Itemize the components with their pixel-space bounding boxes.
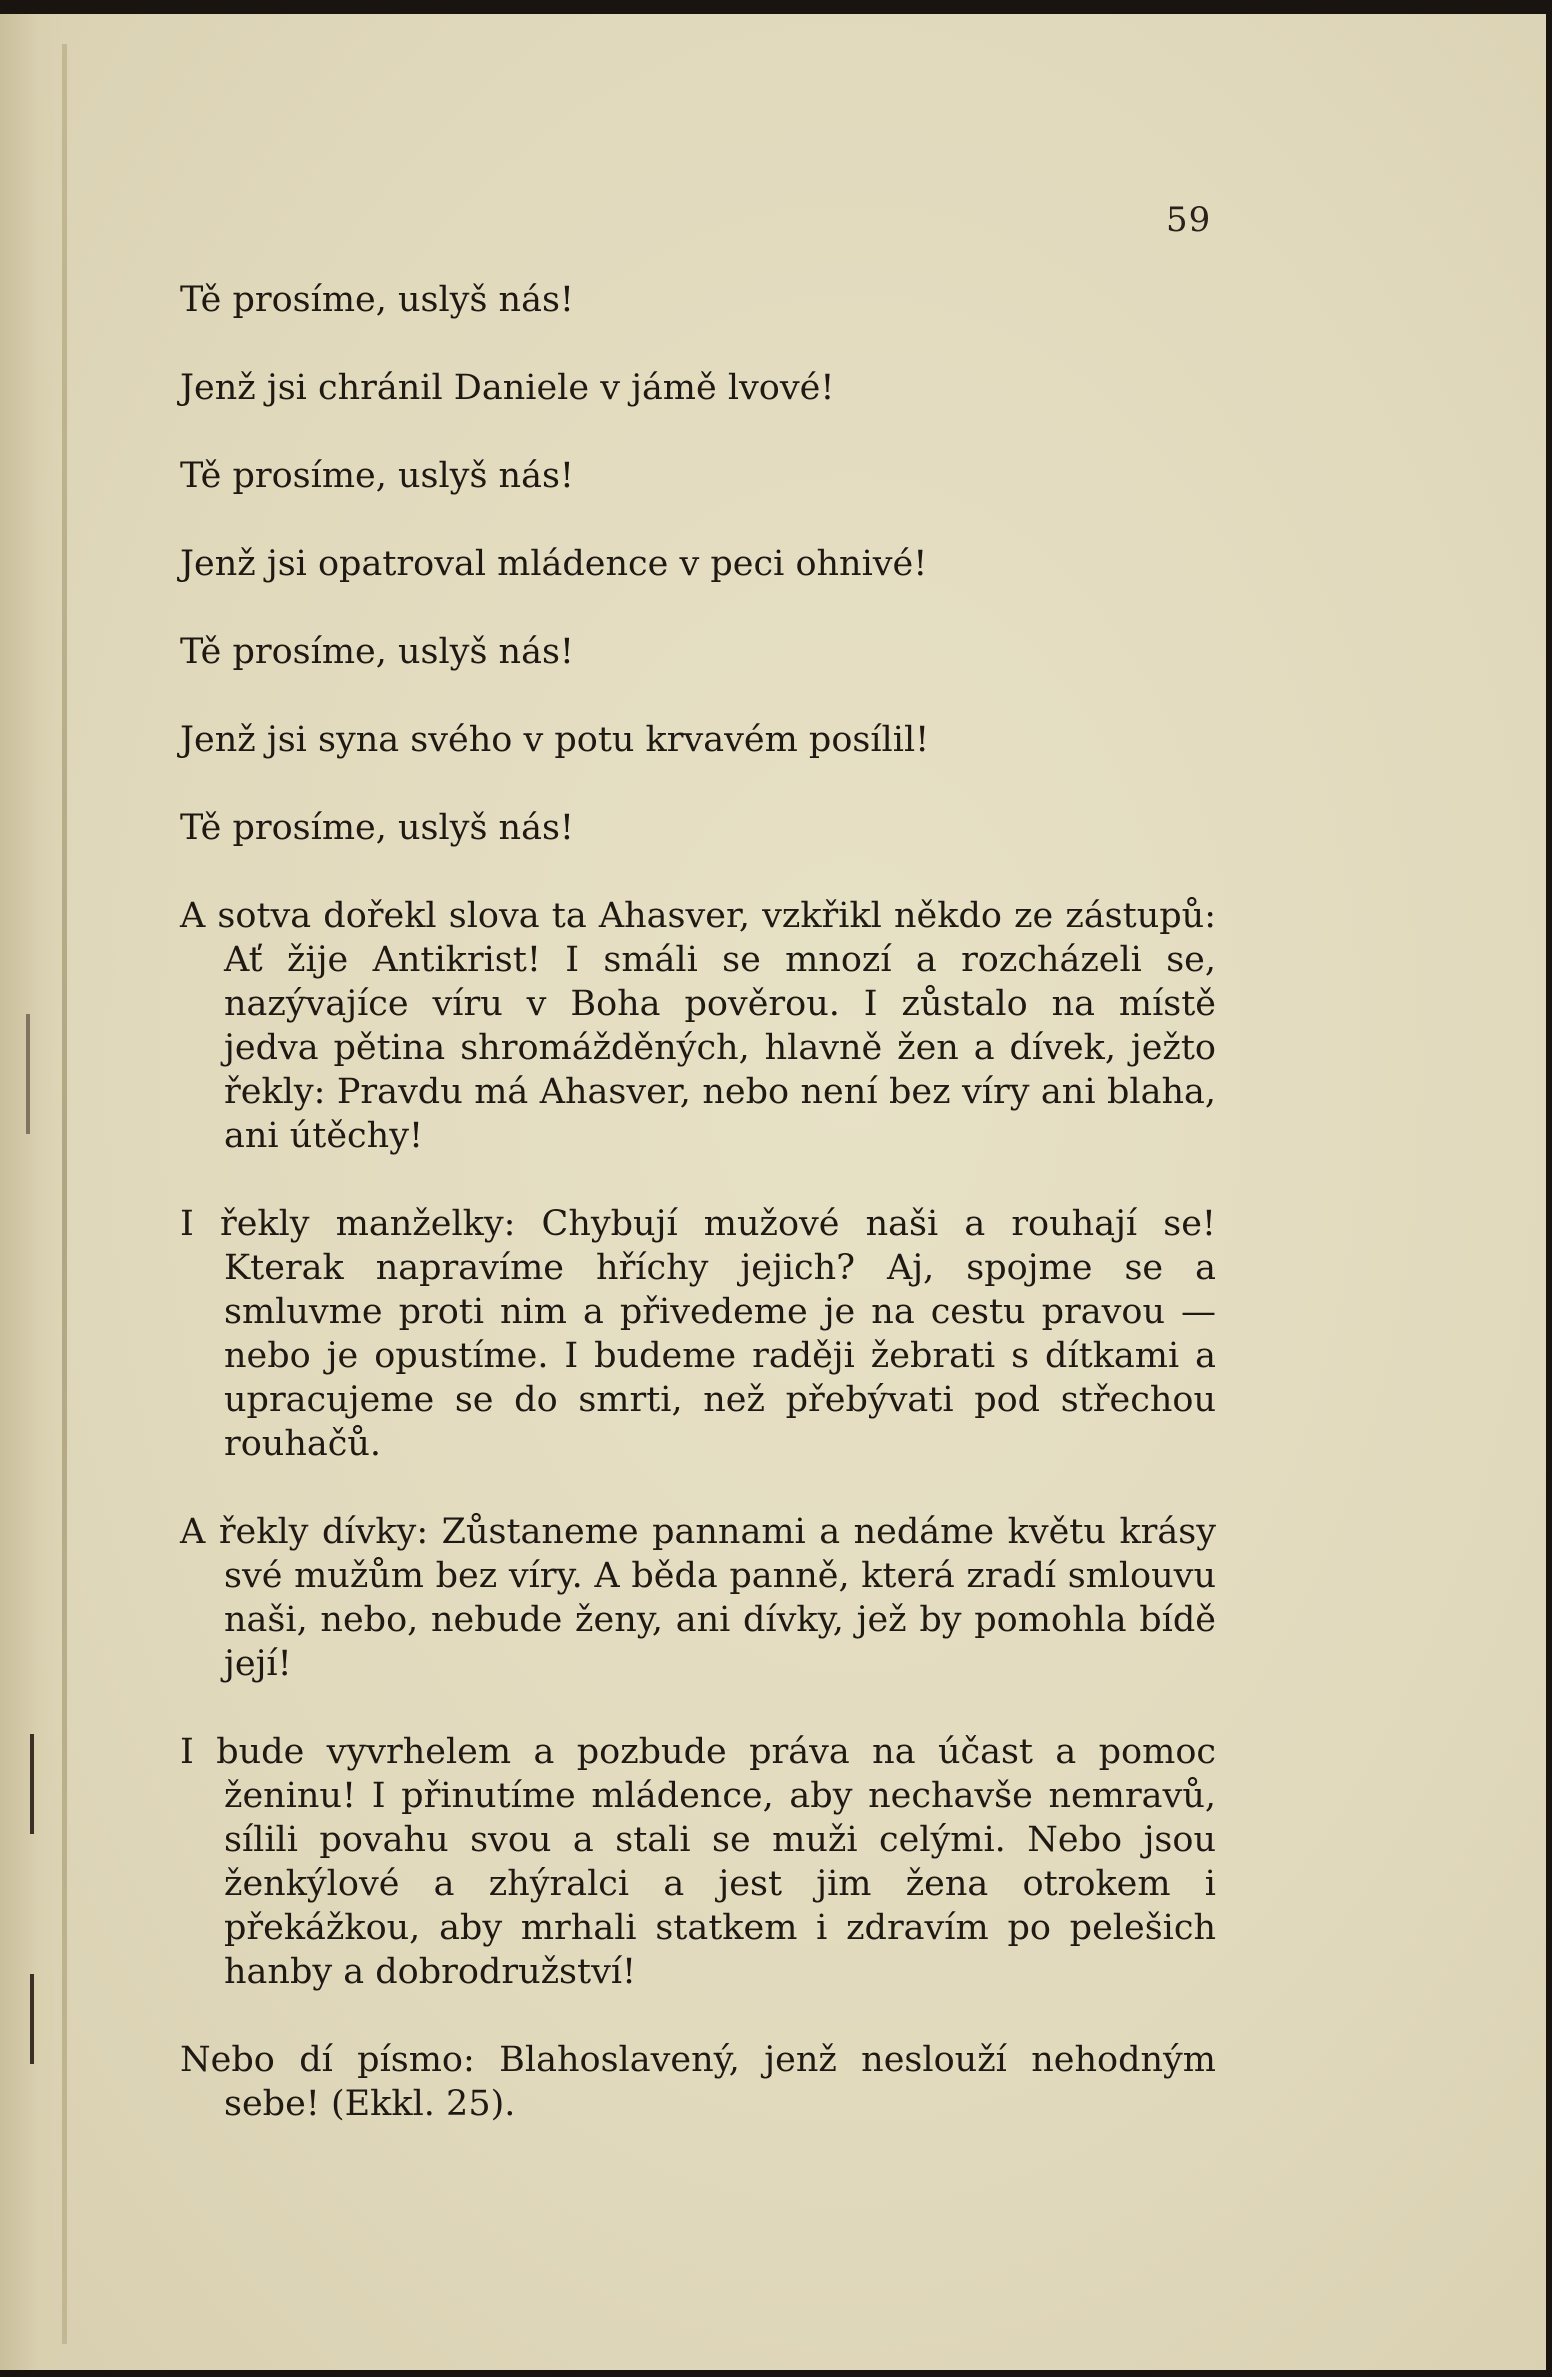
- edge-mark: [30, 1974, 34, 2064]
- litany-line: Tě prosíme, uslyš nás!: [180, 808, 574, 848]
- page-number: 59: [1166, 200, 1212, 240]
- litany-line: Jenž jsi chránil Daniele v jámě lvové!: [180, 368, 835, 408]
- spine-shadow: [62, 44, 67, 2344]
- litany-line: Tě prosíme, uslyš nás!: [180, 280, 574, 320]
- paragraph: A sotva dořekl slova ta Ahasver, vzkřikl někdo ze zástupů: Ať žije Antikrist! I smáli se mnozí a rozcházeli se, nazývajíce víru v Boha pověrou. I zůstalo na místě jedva pětina shromážděných, hlavně žen a dívek, ježto řekly: Pravdu má Ahasver, nebo není bez víry ani blaha, ani útěchy!: [180, 896, 1216, 1156]
- paragraph: I bude vyvrhelem a pozbude práva na účast a pomoc ženinu! I přinutíme mládence, aby nechavše nemravů, sílili povahu svou a stali se muži celými. Nebo jsou ženkýlové a zhýralci a jest jim žena otrokem i překážkou, aby mrhali statkem i zdravím po pelešich hanby a dobrodružství!: [180, 1732, 1216, 1992]
- page-text: [180, 278, 1216, 2170]
- book-page: [0, 14, 1546, 2370]
- litany-line: Tě prosíme, uslyš nás!: [180, 456, 574, 496]
- litany-line: Tě prosíme, uslyš nás!: [180, 632, 574, 672]
- litany-line: Jenž jsi syna svého v potu krvavém posílil!: [180, 720, 930, 760]
- paragraph: Nebo dí písmo: Blahoslavený, jenž neslouží nehodným sebe! (Ekkl. 25).: [180, 2040, 1216, 2124]
- edge-mark: [26, 1014, 30, 1134]
- edge-mark: [30, 1734, 34, 1834]
- paragraph: I řekly manželky: Chybují mužové naši a rouhají se! Kterak napravíme hříchy jejich? Aj, spojme se a smluvme proti nim a přivedeme je na cestu pravou — nebo je opustíme. I budeme raději žebrati s dítkami a upracujeme se do smrti, než přebývati pod střechou rouhačů.: [180, 1204, 1216, 1464]
- litany-line: Jenž jsi opatroval mládence v peci ohnivé!: [180, 544, 928, 584]
- paragraph: A řekly dívky: Zůstaneme pannami a nedáme květu krásy své mužům bez víry. A běda panně, která zradí smlouvu naši, nebo, nebude ženy, ani dívky, jež by pomohla bídě její!: [180, 1512, 1216, 1684]
